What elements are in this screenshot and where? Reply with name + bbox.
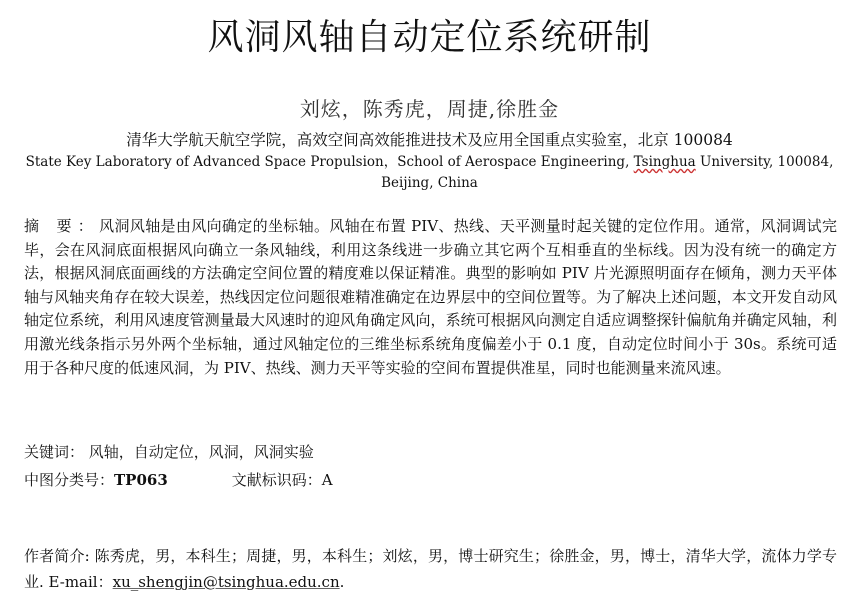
affiliation-chinese: 清华大学航天航空学院，高效空间高效能推进技术及应用全国重点实验室，北京 100084	[126, 131, 733, 149]
author-bio-end: .	[339, 573, 345, 591]
keywords-text: 风轴，自动定位，风洞，风洞实验	[84, 443, 314, 461]
affiliation-english-university-word: Tsinghua	[633, 154, 696, 170]
clc-label: 中图分类号：	[24, 471, 115, 489]
document-code-label: 文献标识码：	[231, 471, 322, 489]
author-bio-paragraph	[24, 543, 837, 595]
author-list: 刘炫，陈秀虎，周捷,徐胜金	[299, 97, 560, 121]
document-code: A	[321, 471, 333, 489]
author-email-link[interactable]: xu_shengjin@tsinghua.edu.cn	[112, 573, 340, 591]
affiliation-english-lab: State Key Laboratory of Advanced Space Propulsion，School of Aerospace Engineering,	[25, 154, 634, 170]
affiliation-english	[22, 152, 837, 194]
abstract-text: 风洞风轴是由风向确定的坐标轴。风轴在布置 PIV、热线、天平测量时起关键的定位作用。通常，风洞调试完毕，会在风洞底面根据风向确立一条风轴线，利用这条线进一步确立其它两个互相垂直的坐标线。因为没有统一的确定方法，根据风洞底面画线的方法确定空间位置的精度难以保证精准。典型的影响如 PIV 片光源照明面存在倾角，测力天平体轴与风轴夹角存在较大误差，热线因定位问题很难精准确定在边界层中的空间位置等。为了解决上述问题，本文开发自动风轴定位系统，利用风速度管测量最大风速时的迎风角确定风向，系统可根据风向测定自适应调整探针偏航角并确定风轴，利用激光线条指示另外两个坐标轴，通过风轴定位的三维坐标系统角度偏差小于 0.1 度，自动定位时间小于 30s。系统可适用于各种尺度的低速风洞，为 PIV、热线、测力天平等实验的空间布置提供准星，同时也能测量来流风速。	[24, 217, 837, 377]
keywords-line	[24, 440, 314, 464]
abstract-paragraph	[24, 215, 837, 380]
classification-line	[24, 468, 333, 492]
paper-title: 风洞风轴自动定位系统研制	[207, 17, 652, 58]
abstract-label: 摘 要：	[24, 217, 100, 235]
author-bio-text: 陈秀虎，男，本科生；周捷，男，本科生；刘炫，男，博士研究生；徐胜金，男，博士，清华大学，流体力学专业. E-mail：	[24, 547, 837, 591]
keywords-label: 关键词：	[24, 443, 85, 461]
affiliation-english-rest: University, 100084, Beijing, China	[381, 154, 834, 191]
author-bio-label: 作者简介:	[24, 547, 90, 565]
clc-code: TP063	[114, 471, 168, 489]
